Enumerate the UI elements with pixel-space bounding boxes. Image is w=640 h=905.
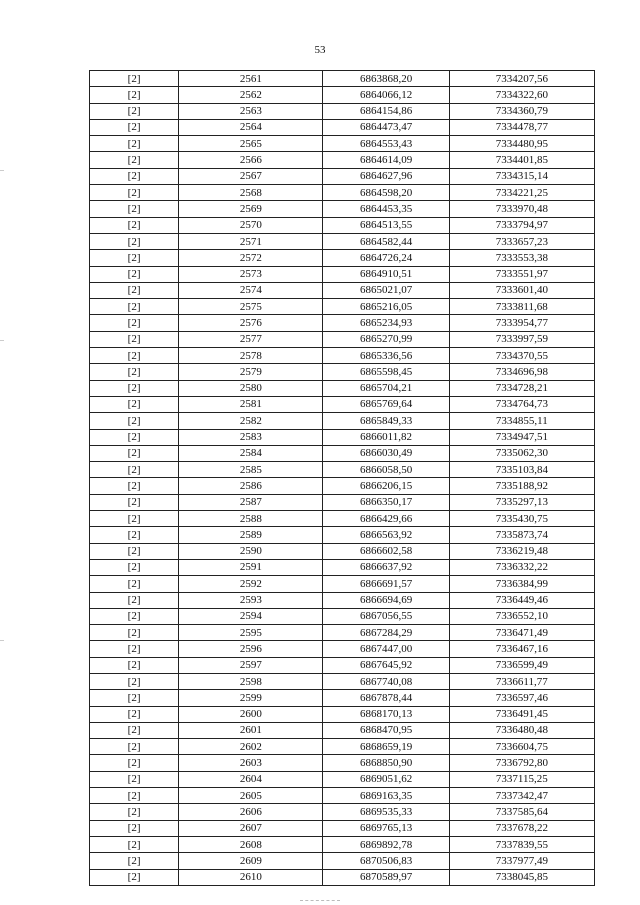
table-row	[90, 103, 595, 119]
cell-reference: [2]	[90, 396, 179, 412]
margin-mark	[0, 340, 4, 341]
cell-y-coordinate: 7334855,11	[449, 413, 594, 429]
cell-point-number: 2596	[179, 641, 323, 657]
cell-y-coordinate: 7336597,46	[449, 690, 594, 706]
table-row	[90, 380, 595, 396]
cell-x-coordinate: 6864582,44	[323, 233, 449, 249]
cell-reference: [2]	[90, 299, 179, 315]
cell-point-number: 2609	[179, 853, 323, 869]
cell-y-coordinate: 7338045,85	[449, 869, 594, 885]
cell-y-coordinate: 7337585,64	[449, 804, 594, 820]
cell-x-coordinate: 6866429,66	[323, 511, 449, 527]
cell-x-coordinate: 6869765,13	[323, 820, 449, 836]
cell-x-coordinate: 6864627,96	[323, 168, 449, 184]
table-row	[90, 250, 595, 266]
cell-reference: [2]	[90, 592, 179, 608]
cell-x-coordinate: 6864513,55	[323, 217, 449, 233]
cell-y-coordinate: 7337678,22	[449, 820, 594, 836]
table-row	[90, 804, 595, 820]
cell-reference: [2]	[90, 478, 179, 494]
cell-point-number: 2601	[179, 722, 323, 738]
cell-x-coordinate: 6869892,78	[323, 836, 449, 852]
cell-x-coordinate: 6866637,92	[323, 559, 449, 575]
table-row	[90, 413, 595, 429]
cell-point-number: 2610	[179, 869, 323, 885]
cell-y-coordinate: 7337977,49	[449, 853, 594, 869]
cell-y-coordinate: 7334480,95	[449, 136, 594, 152]
table-row	[90, 266, 595, 282]
table-row	[90, 299, 595, 315]
cell-y-coordinate: 7336480,48	[449, 722, 594, 738]
cell-y-coordinate: 7336467,16	[449, 641, 594, 657]
cell-point-number: 2569	[179, 201, 323, 217]
cell-x-coordinate: 6866694,69	[323, 592, 449, 608]
cell-point-number: 2578	[179, 348, 323, 364]
cell-reference: [2]	[90, 315, 179, 331]
cell-x-coordinate: 6866030,49	[323, 445, 449, 461]
cell-reference: [2]	[90, 657, 179, 673]
table-row	[90, 396, 595, 412]
page-number: 53	[314, 44, 326, 56]
table-row	[90, 233, 595, 249]
cell-reference: [2]	[90, 266, 179, 282]
cell-x-coordinate: 6868850,90	[323, 755, 449, 771]
cell-point-number: 2585	[179, 462, 323, 478]
cell-y-coordinate: 7333794,97	[449, 217, 594, 233]
cell-reference: [2]	[90, 771, 179, 787]
cell-point-number: 2603	[179, 755, 323, 771]
cell-point-number: 2579	[179, 364, 323, 380]
cell-x-coordinate: 6866563,92	[323, 527, 449, 543]
cell-reference: [2]	[90, 543, 179, 559]
cell-x-coordinate: 6868470,95	[323, 722, 449, 738]
table-row	[90, 543, 595, 559]
cell-x-coordinate: 6866350,17	[323, 494, 449, 510]
cell-y-coordinate: 7333601,40	[449, 282, 594, 298]
cell-x-coordinate: 6864910,51	[323, 266, 449, 282]
cell-x-coordinate: 6867645,92	[323, 657, 449, 673]
cell-y-coordinate: 7334360,79	[449, 103, 594, 119]
cell-y-coordinate: 7334370,55	[449, 348, 594, 364]
cell-reference: [2]	[90, 706, 179, 722]
cell-reference: [2]	[90, 331, 179, 347]
table-row	[90, 836, 595, 852]
cell-point-number: 2571	[179, 233, 323, 249]
table-row	[90, 136, 595, 152]
cell-reference: [2]	[90, 511, 179, 527]
coordinates-table	[89, 70, 595, 886]
cell-point-number: 2577	[179, 331, 323, 347]
cell-x-coordinate: 6867740,08	[323, 673, 449, 689]
cell-reference: [2]	[90, 201, 179, 217]
cell-x-coordinate: 6864553,43	[323, 136, 449, 152]
cell-point-number: 2564	[179, 119, 323, 135]
cell-x-coordinate: 6870589,97	[323, 869, 449, 885]
cell-point-number: 2589	[179, 527, 323, 543]
cell-y-coordinate: 7336552,10	[449, 608, 594, 624]
cell-x-coordinate: 6864154,86	[323, 103, 449, 119]
cell-reference: [2]	[90, 152, 179, 168]
cell-x-coordinate: 6866602,58	[323, 543, 449, 559]
cell-reference: [2]	[90, 413, 179, 429]
cell-y-coordinate: 7336491,45	[449, 706, 594, 722]
cell-point-number: 2570	[179, 217, 323, 233]
cell-y-coordinate: 7333970,48	[449, 201, 594, 217]
cell-y-coordinate: 7333997,59	[449, 331, 594, 347]
cell-x-coordinate: 6864614,09	[323, 152, 449, 168]
cell-point-number: 2598	[179, 673, 323, 689]
cell-y-coordinate: 7335430,75	[449, 511, 594, 527]
cell-point-number: 2565	[179, 136, 323, 152]
cell-y-coordinate: 7334322,60	[449, 87, 594, 103]
cell-x-coordinate: 6867447,00	[323, 641, 449, 657]
cell-point-number: 2572	[179, 250, 323, 266]
cell-reference: [2]	[90, 608, 179, 624]
cell-y-coordinate: 7334315,14	[449, 168, 594, 184]
cell-y-coordinate: 7337342,47	[449, 788, 594, 804]
cell-y-coordinate: 7334696,98	[449, 364, 594, 380]
table-row	[90, 87, 595, 103]
table-row	[90, 608, 595, 624]
cell-x-coordinate: 6864726,24	[323, 250, 449, 266]
cell-y-coordinate: 7333657,23	[449, 233, 594, 249]
cell-reference: [2]	[90, 233, 179, 249]
cell-x-coordinate: 6866206,15	[323, 478, 449, 494]
table-row	[90, 788, 595, 804]
table-row	[90, 641, 595, 657]
cell-reference: [2]	[90, 217, 179, 233]
cell-reference: [2]	[90, 364, 179, 380]
table-row	[90, 364, 595, 380]
table-row	[90, 71, 595, 87]
cell-reference: [2]	[90, 87, 179, 103]
cell-y-coordinate: 7335062,30	[449, 445, 594, 461]
cell-point-number: 2582	[179, 413, 323, 429]
cell-y-coordinate: 7335188,92	[449, 478, 594, 494]
cell-point-number: 2573	[179, 266, 323, 282]
cell-y-coordinate: 7336599,49	[449, 657, 594, 673]
table-row	[90, 445, 595, 461]
cell-x-coordinate: 6864066,12	[323, 87, 449, 103]
cell-point-number: 2562	[179, 87, 323, 103]
cell-x-coordinate: 6867284,29	[323, 625, 449, 641]
cell-point-number: 2605	[179, 788, 323, 804]
cell-reference: [2]	[90, 853, 179, 869]
cell-x-coordinate: 6864598,20	[323, 185, 449, 201]
cell-point-number: 2594	[179, 608, 323, 624]
cell-point-number: 2597	[179, 657, 323, 673]
cell-y-coordinate: 7334764,73	[449, 396, 594, 412]
cell-point-number: 2567	[179, 168, 323, 184]
table-row	[90, 201, 595, 217]
table-row	[90, 820, 595, 836]
table-row	[90, 722, 595, 738]
cell-point-number: 2580	[179, 380, 323, 396]
cell-y-coordinate: 7333553,38	[449, 250, 594, 266]
cell-y-coordinate: 7336604,75	[449, 739, 594, 755]
cell-reference: [2]	[90, 168, 179, 184]
table-row	[90, 462, 595, 478]
margin-mark	[0, 170, 4, 171]
cell-point-number: 2590	[179, 543, 323, 559]
table-row	[90, 478, 595, 494]
table-row	[90, 592, 595, 608]
table-row	[90, 673, 595, 689]
cell-y-coordinate: 7335297,13	[449, 494, 594, 510]
table-row	[90, 690, 595, 706]
cell-point-number: 2586	[179, 478, 323, 494]
cell-reference: [2]	[90, 348, 179, 364]
cell-y-coordinate: 7334947,51	[449, 429, 594, 445]
table-row	[90, 511, 595, 527]
cell-point-number: 2566	[179, 152, 323, 168]
cell-reference: [2]	[90, 429, 179, 445]
cell-x-coordinate: 6869051,62	[323, 771, 449, 787]
cell-y-coordinate: 7337839,55	[449, 836, 594, 852]
cell-reference: [2]	[90, 690, 179, 706]
table-row	[90, 853, 595, 869]
cell-y-coordinate: 7335103,84	[449, 462, 594, 478]
cell-y-coordinate: 7334728,21	[449, 380, 594, 396]
cell-x-coordinate: 6865769,64	[323, 396, 449, 412]
cell-y-coordinate: 7336611,77	[449, 673, 594, 689]
table-row	[90, 739, 595, 755]
cell-reference: [2]	[90, 71, 179, 87]
cell-reference: [2]	[90, 836, 179, 852]
table-row	[90, 755, 595, 771]
cell-reference: [2]	[90, 380, 179, 396]
cell-reference: [2]	[90, 462, 179, 478]
cell-x-coordinate: 6866011,82	[323, 429, 449, 445]
cell-reference: [2]	[90, 445, 179, 461]
cell-point-number: 2600	[179, 706, 323, 722]
table-row	[90, 625, 595, 641]
cell-point-number: 2576	[179, 315, 323, 331]
cell-point-number: 2593	[179, 592, 323, 608]
cell-point-number: 2595	[179, 625, 323, 641]
cell-reference: [2]	[90, 136, 179, 152]
coordinates-table-body	[90, 71, 595, 886]
cell-x-coordinate: 6865704,21	[323, 380, 449, 396]
table-row	[90, 331, 595, 347]
cell-x-coordinate: 6865234,93	[323, 315, 449, 331]
cell-reference: [2]	[90, 576, 179, 592]
cell-reference: [2]	[90, 722, 179, 738]
cell-y-coordinate: 7336219,48	[449, 543, 594, 559]
cell-x-coordinate: 6868170,13	[323, 706, 449, 722]
cell-point-number: 2588	[179, 511, 323, 527]
cell-x-coordinate: 6863868,20	[323, 71, 449, 87]
table-row	[90, 168, 595, 184]
cell-reference: [2]	[90, 673, 179, 689]
table-row	[90, 576, 595, 592]
cell-y-coordinate: 7335873,74	[449, 527, 594, 543]
table-row	[90, 217, 595, 233]
table-row	[90, 869, 595, 885]
cell-y-coordinate: 7333954,77	[449, 315, 594, 331]
cell-reference: [2]	[90, 788, 179, 804]
cell-point-number: 2575	[179, 299, 323, 315]
cell-reference: [2]	[90, 119, 179, 135]
cell-point-number: 2574	[179, 282, 323, 298]
cell-x-coordinate: 6864473,47	[323, 119, 449, 135]
cell-y-coordinate: 7336449,46	[449, 592, 594, 608]
cell-reference: [2]	[90, 494, 179, 510]
cell-point-number: 2608	[179, 836, 323, 852]
cell-point-number: 2606	[179, 804, 323, 820]
cell-y-coordinate: 7334401,85	[449, 152, 594, 168]
table-row	[90, 657, 595, 673]
margin-mark	[0, 640, 4, 641]
table-row	[90, 559, 595, 575]
cell-x-coordinate: 6870506,83	[323, 853, 449, 869]
table-row	[90, 494, 595, 510]
table-row	[90, 315, 595, 331]
cell-x-coordinate: 6865216,05	[323, 299, 449, 315]
table-row	[90, 152, 595, 168]
cell-point-number: 2592	[179, 576, 323, 592]
cell-x-coordinate: 6869163,35	[323, 788, 449, 804]
cell-reference: [2]	[90, 625, 179, 641]
cell-y-coordinate: 7334207,56	[449, 71, 594, 87]
cell-point-number: 2602	[179, 739, 323, 755]
table-row	[90, 706, 595, 722]
cell-point-number: 2583	[179, 429, 323, 445]
cell-point-number: 2607	[179, 820, 323, 836]
cell-x-coordinate: 6867056,55	[323, 608, 449, 624]
cell-point-number: 2581	[179, 396, 323, 412]
cell-y-coordinate: 7334478,77	[449, 119, 594, 135]
table-row	[90, 771, 595, 787]
cell-reference: [2]	[90, 755, 179, 771]
cell-y-coordinate: 7333551,97	[449, 266, 594, 282]
cell-reference: [2]	[90, 804, 179, 820]
cell-x-coordinate: 6864453,35	[323, 201, 449, 217]
cell-reference: [2]	[90, 185, 179, 201]
cell-point-number: 2591	[179, 559, 323, 575]
table-row	[90, 527, 595, 543]
cell-reference: [2]	[90, 103, 179, 119]
cell-y-coordinate: 7334221,25	[449, 185, 594, 201]
cell-y-coordinate: 7337115,25	[449, 771, 594, 787]
cell-x-coordinate: 6865021,07	[323, 282, 449, 298]
cell-x-coordinate: 6868659,19	[323, 739, 449, 755]
cell-y-coordinate: 7336332,22	[449, 559, 594, 575]
cell-x-coordinate: 6866691,57	[323, 576, 449, 592]
cell-x-coordinate: 6865336,56	[323, 348, 449, 364]
cell-point-number: 2568	[179, 185, 323, 201]
cell-point-number: 2587	[179, 494, 323, 510]
table-row	[90, 185, 595, 201]
cell-y-coordinate: 7336471,49	[449, 625, 594, 641]
cell-reference: [2]	[90, 869, 179, 885]
cell-reference: [2]	[90, 739, 179, 755]
cell-reference: [2]	[90, 820, 179, 836]
table-row	[90, 348, 595, 364]
bottom-dash-mark	[300, 900, 340, 901]
cell-y-coordinate: 7336792,80	[449, 755, 594, 771]
cell-point-number: 2584	[179, 445, 323, 461]
table-row	[90, 282, 595, 298]
cell-x-coordinate: 6865270,99	[323, 331, 449, 347]
cell-point-number: 2604	[179, 771, 323, 787]
cell-point-number: 2563	[179, 103, 323, 119]
cell-reference: [2]	[90, 559, 179, 575]
cell-point-number: 2561	[179, 71, 323, 87]
cell-reference: [2]	[90, 641, 179, 657]
cell-y-coordinate: 7333811,68	[449, 299, 594, 315]
cell-x-coordinate: 6865598,45	[323, 364, 449, 380]
cell-x-coordinate: 6866058,50	[323, 462, 449, 478]
table-row	[90, 429, 595, 445]
table-row	[90, 119, 595, 135]
cell-reference: [2]	[90, 282, 179, 298]
cell-point-number: 2599	[179, 690, 323, 706]
cell-x-coordinate: 6867878,44	[323, 690, 449, 706]
cell-reference: [2]	[90, 250, 179, 266]
cell-x-coordinate: 6869535,33	[323, 804, 449, 820]
cell-reference: [2]	[90, 527, 179, 543]
cell-y-coordinate: 7336384,99	[449, 576, 594, 592]
cell-x-coordinate: 6865849,33	[323, 413, 449, 429]
